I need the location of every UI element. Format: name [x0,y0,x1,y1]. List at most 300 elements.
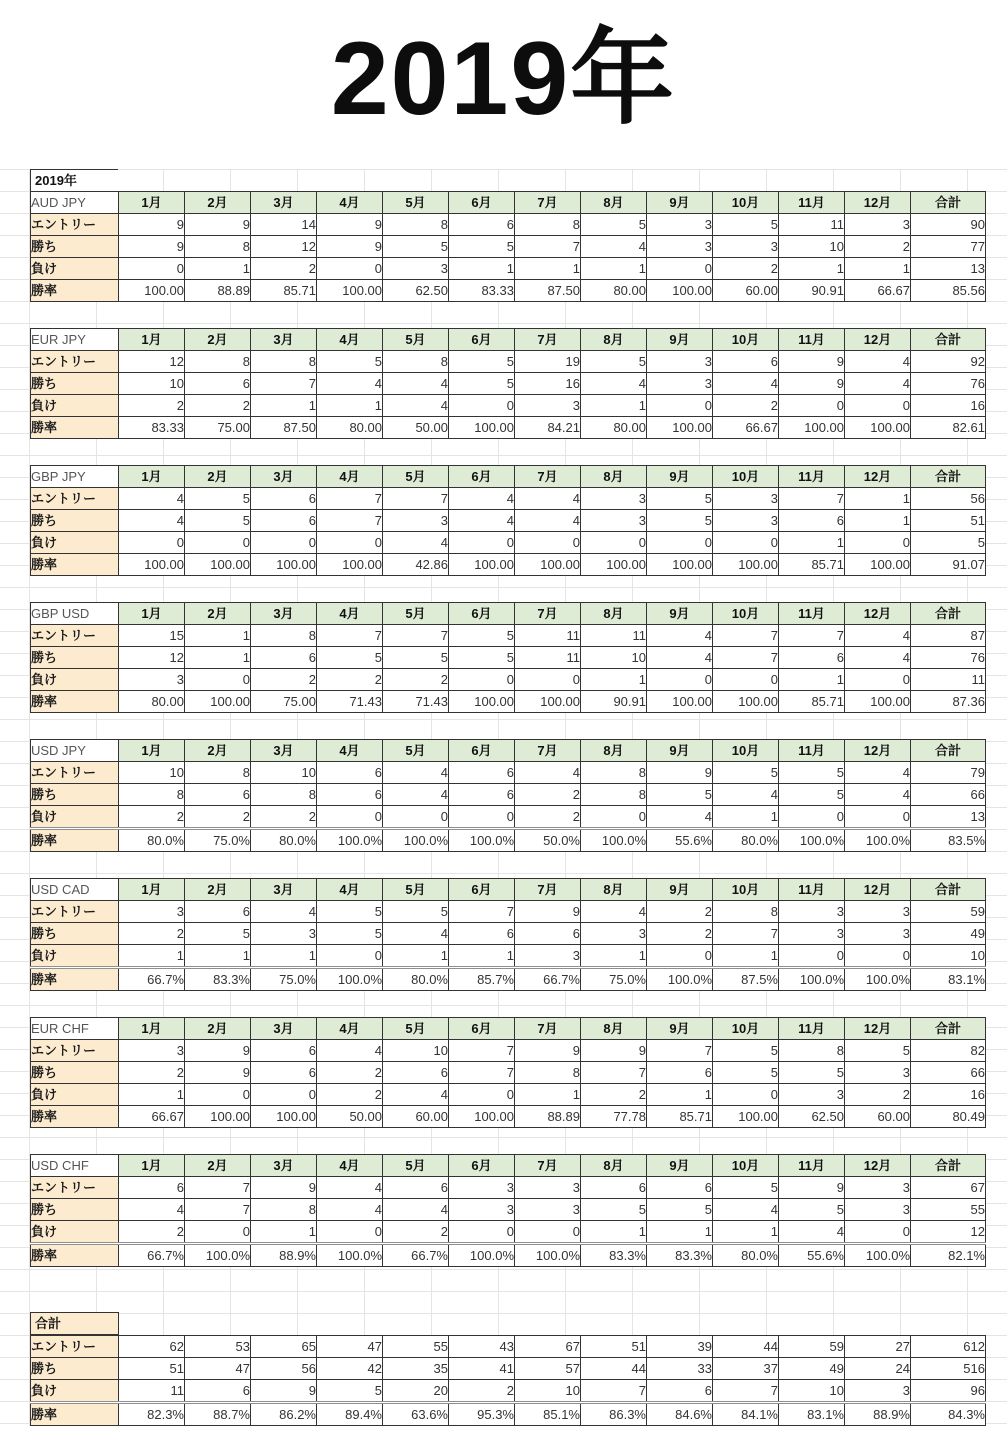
win-value-cell-5[interactable]: 5 [449,647,515,669]
entry-value-cell-1[interactable]: 9 [185,1040,251,1062]
rate-value-cell-11[interactable]: 100.0% [845,829,911,852]
entry-value-cell-12[interactable]: 82 [911,1040,986,1062]
lose-value-cell-6[interactable]: 2 [515,806,581,829]
rate-value-cell-2[interactable]: 100.00 [251,554,317,576]
row-label-cell-rate[interactable]: 勝率 [31,1106,119,1128]
column-header-cell-0[interactable]: 1月 [119,329,185,351]
entry-value-cell-6[interactable]: 9 [515,901,581,923]
win-value-cell-10[interactable]: 5 [779,784,845,806]
row-label-cell-entry[interactable]: エントリー [31,1336,119,1358]
rate-value-cell-7[interactable]: 77.78 [581,1106,647,1128]
row-label-cell-rate[interactable]: 勝率 [31,829,119,852]
lose-value-cell-9[interactable]: 2 [713,395,779,417]
rate-value-cell-7[interactable]: 75.0% [581,968,647,991]
rate-value-cell-0[interactable]: 80.00 [119,691,185,713]
column-header-cell-10[interactable]: 11月 [779,192,845,214]
column-header-cell-12[interactable]: 合計 [911,329,986,351]
entry-value-cell-2[interactable]: 6 [251,1040,317,1062]
column-header-cell-7[interactable]: 8月 [581,740,647,762]
win-value-cell-5[interactable]: 5 [449,236,515,258]
lose-value-cell-1[interactable]: 0 [185,1221,251,1244]
win-value-cell-3[interactable]: 2 [317,1062,383,1084]
column-header-cell-0[interactable]: 1月 [119,1018,185,1040]
lose-value-cell-7[interactable]: 1 [581,395,647,417]
entry-value-cell-5[interactable]: 3 [449,1177,515,1199]
rate-value-cell-10[interactable]: 55.6% [779,1244,845,1267]
rate-value-cell-10[interactable]: 100.00 [779,417,845,439]
entry-value-cell-2[interactable]: 10 [251,762,317,784]
rate-value-cell-0[interactable]: 66.7% [119,1244,185,1267]
column-header-cell-8[interactable]: 9月 [647,603,713,625]
column-header-cell-7[interactable]: 8月 [581,466,647,488]
entry-value-cell-5[interactable]: 5 [449,351,515,373]
win-value-cell-11[interactable]: 4 [845,373,911,395]
win-value-cell-0[interactable]: 2 [119,923,185,945]
entry-value-cell-0[interactable]: 3 [119,1040,185,1062]
rate-value-cell-1[interactable]: 75.0% [185,829,251,852]
column-header-cell-2[interactable]: 3月 [251,1155,317,1177]
rate-value-cell-7[interactable]: 80.00 [581,280,647,302]
win-value-cell-2[interactable]: 3 [251,923,317,945]
row-label-cell-rate[interactable]: 勝率 [31,554,119,576]
row-label-cell-win[interactable]: 勝ち [31,373,119,395]
rate-value-cell-9[interactable]: 100.00 [713,554,779,576]
rate-value-cell-4[interactable]: 60.00 [383,1106,449,1128]
rate-value-cell-8[interactable]: 100.00 [647,280,713,302]
lose-value-cell-12[interactable]: 5 [911,532,986,554]
column-header-cell-7[interactable]: 8月 [581,192,647,214]
win-value-cell-2[interactable]: 8 [251,784,317,806]
lose-value-cell-10[interactable]: 4 [779,1221,845,1244]
rate-value-cell-2[interactable]: 75.0% [251,968,317,991]
win-value-cell-6[interactable]: 8 [515,1062,581,1084]
win-value-cell-6[interactable]: 3 [515,1199,581,1221]
entry-value-cell-11[interactable]: 4 [845,351,911,373]
win-value-cell-4[interactable]: 5 [383,236,449,258]
rate-value-cell-3[interactable]: 100.0% [317,1244,383,1267]
column-header-cell-5[interactable]: 6月 [449,879,515,901]
win-value-cell-12[interactable]: 76 [911,373,986,395]
win-value-cell-9[interactable]: 4 [713,1199,779,1221]
lose-value-cell-11[interactable]: 0 [845,532,911,554]
win-value-cell-4[interactable]: 35 [383,1358,449,1380]
win-value-cell-7[interactable]: 10 [581,647,647,669]
entry-value-cell-7[interactable]: 8 [581,762,647,784]
row-label-cell-lose[interactable]: 負け [31,806,119,829]
lose-value-cell-11[interactable]: 0 [845,669,911,691]
row-label-cell-entry[interactable]: エントリー [31,625,119,647]
rate-value-cell-7[interactable]: 86.3% [581,1403,647,1426]
lose-value-cell-7[interactable]: 0 [581,532,647,554]
entry-value-cell-1[interactable]: 7 [185,1177,251,1199]
column-header-cell-3[interactable]: 4月 [317,466,383,488]
entry-value-cell-7[interactable]: 5 [581,351,647,373]
win-value-cell-3[interactable]: 7 [317,510,383,532]
win-value-cell-1[interactable]: 7 [185,1199,251,1221]
entry-value-cell-5[interactable]: 43 [449,1336,515,1358]
lose-value-cell-3[interactable]: 5 [317,1380,383,1403]
win-value-cell-0[interactable]: 9 [119,236,185,258]
entry-value-cell-11[interactable]: 3 [845,214,911,236]
rate-value-cell-8[interactable]: 100.0% [647,968,713,991]
entry-value-cell-3[interactable]: 5 [317,351,383,373]
win-value-cell-10[interactable]: 6 [779,510,845,532]
column-header-cell-8[interactable]: 9月 [647,466,713,488]
lose-value-cell-8[interactable]: 4 [647,806,713,829]
lose-value-cell-8[interactable]: 0 [647,258,713,280]
rate-value-cell-0[interactable]: 83.33 [119,417,185,439]
win-value-cell-8[interactable]: 2 [647,923,713,945]
rate-value-cell-6[interactable]: 66.7% [515,968,581,991]
column-header-cell-3[interactable]: 4月 [317,740,383,762]
row-label-cell-rate[interactable]: 勝率 [31,968,119,991]
column-header-cell-7[interactable]: 8月 [581,1018,647,1040]
lose-value-cell-12[interactable]: 13 [911,806,986,829]
rate-value-cell-2[interactable]: 100.00 [251,1106,317,1128]
rate-value-cell-3[interactable]: 100.0% [317,829,383,852]
win-value-cell-7[interactable]: 3 [581,510,647,532]
entry-value-cell-4[interactable]: 8 [383,351,449,373]
rate-value-cell-12[interactable]: 85.56 [911,280,986,302]
entry-value-cell-8[interactable]: 5 [647,488,713,510]
entry-value-cell-0[interactable]: 3 [119,901,185,923]
win-value-cell-7[interactable]: 44 [581,1358,647,1380]
entry-value-cell-11[interactable]: 4 [845,762,911,784]
column-header-cell-1[interactable]: 2月 [185,466,251,488]
lose-value-cell-0[interactable]: 3 [119,669,185,691]
rate-value-cell-5[interactable]: 95.3% [449,1403,515,1426]
lose-value-cell-7[interactable]: 1 [581,1221,647,1244]
win-value-cell-9[interactable]: 4 [713,373,779,395]
lose-value-cell-10[interactable]: 0 [779,806,845,829]
column-header-cell-6[interactable]: 7月 [515,879,581,901]
rate-value-cell-10[interactable]: 83.1% [779,1403,845,1426]
rate-value-cell-12[interactable]: 91.07 [911,554,986,576]
lose-value-cell-11[interactable]: 2 [845,1084,911,1106]
currency-pair-cell[interactable]: USD CAD [31,879,119,901]
currency-pair-cell[interactable]: USD CHF [31,1155,119,1177]
rate-value-cell-6[interactable]: 84.21 [515,417,581,439]
column-header-cell-5[interactable]: 6月 [449,1155,515,1177]
rate-value-cell-0[interactable]: 80.0% [119,829,185,852]
rate-value-cell-5[interactable]: 100.00 [449,691,515,713]
rate-value-cell-9[interactable]: 80.0% [713,829,779,852]
rate-value-cell-8[interactable]: 100.00 [647,554,713,576]
rate-value-cell-4[interactable]: 71.43 [383,691,449,713]
rate-value-cell-10[interactable]: 85.71 [779,554,845,576]
column-header-cell-9[interactable]: 10月 [713,329,779,351]
column-header-cell-9[interactable]: 10月 [713,879,779,901]
win-value-cell-11[interactable]: 24 [845,1358,911,1380]
rate-value-cell-11[interactable]: 100.00 [845,691,911,713]
win-value-cell-0[interactable]: 4 [119,1199,185,1221]
entry-value-cell-2[interactable]: 14 [251,214,317,236]
lose-value-cell-9[interactable]: 0 [713,669,779,691]
win-value-cell-8[interactable]: 5 [647,1199,713,1221]
lose-value-cell-12[interactable]: 11 [911,669,986,691]
win-value-cell-5[interactable]: 5 [449,373,515,395]
lose-value-cell-10[interactable]: 0 [779,945,845,968]
lose-value-cell-0[interactable]: 1 [119,945,185,968]
win-value-cell-3[interactable]: 5 [317,647,383,669]
win-value-cell-6[interactable]: 2 [515,784,581,806]
lose-value-cell-5[interactable]: 0 [449,532,515,554]
win-value-cell-10[interactable]: 10 [779,236,845,258]
entry-value-cell-12[interactable]: 87 [911,625,986,647]
entry-value-cell-9[interactable]: 5 [713,762,779,784]
column-header-cell-7[interactable]: 8月 [581,879,647,901]
entry-value-cell-4[interactable]: 7 [383,625,449,647]
lose-value-cell-12[interactable]: 16 [911,1084,986,1106]
entry-value-cell-3[interactable]: 5 [317,901,383,923]
rate-value-cell-1[interactable]: 83.3% [185,968,251,991]
column-header-cell-5[interactable]: 6月 [449,1018,515,1040]
column-header-cell-6[interactable]: 7月 [515,740,581,762]
entry-value-cell-7[interactable]: 11 [581,625,647,647]
row-label-cell-entry[interactable]: エントリー [31,901,119,923]
lose-value-cell-4[interactable]: 2 [383,669,449,691]
entry-value-cell-8[interactable]: 3 [647,214,713,236]
lose-value-cell-9[interactable]: 7 [713,1380,779,1403]
win-value-cell-3[interactable]: 9 [317,236,383,258]
win-value-cell-12[interactable]: 66 [911,1062,986,1084]
currency-pair-cell[interactable]: GBP JPY [31,466,119,488]
entry-value-cell-6[interactable]: 67 [515,1336,581,1358]
lose-value-cell-5[interactable]: 0 [449,1084,515,1106]
lose-value-cell-9[interactable]: 0 [713,532,779,554]
lose-value-cell-10[interactable]: 3 [779,1084,845,1106]
entry-value-cell-11[interactable]: 5 [845,1040,911,1062]
rate-value-cell-9[interactable]: 66.67 [713,417,779,439]
entry-value-cell-2[interactable]: 8 [251,351,317,373]
entry-value-cell-12[interactable]: 67 [911,1177,986,1199]
win-value-cell-6[interactable]: 4 [515,510,581,532]
entry-value-cell-3[interactable]: 9 [317,214,383,236]
entry-value-cell-8[interactable]: 6 [647,1177,713,1199]
win-value-cell-0[interactable]: 51 [119,1358,185,1380]
lose-value-cell-3[interactable]: 1 [317,395,383,417]
win-value-cell-7[interactable]: 4 [581,236,647,258]
rate-value-cell-9[interactable]: 100.00 [713,691,779,713]
column-header-cell-12[interactable]: 合計 [911,879,986,901]
column-header-cell-6[interactable]: 7月 [515,603,581,625]
column-header-cell-0[interactable]: 1月 [119,1155,185,1177]
column-header-cell-6[interactable]: 7月 [515,466,581,488]
lose-value-cell-5[interactable]: 0 [449,806,515,829]
win-value-cell-10[interactable]: 49 [779,1358,845,1380]
rate-value-cell-3[interactable]: 50.00 [317,1106,383,1128]
lose-value-cell-2[interactable]: 1 [251,1221,317,1244]
column-header-cell-9[interactable]: 10月 [713,603,779,625]
lose-value-cell-9[interactable]: 2 [713,258,779,280]
lose-value-cell-4[interactable]: 2 [383,1221,449,1244]
win-value-cell-3[interactable]: 4 [317,1199,383,1221]
rate-value-cell-1[interactable]: 88.89 [185,280,251,302]
rate-value-cell-8[interactable]: 55.6% [647,829,713,852]
win-value-cell-7[interactable]: 5 [581,1199,647,1221]
win-value-cell-2[interactable]: 56 [251,1358,317,1380]
lose-value-cell-7[interactable]: 0 [581,806,647,829]
rate-value-cell-0[interactable]: 66.7% [119,968,185,991]
win-value-cell-6[interactable]: 7 [515,236,581,258]
rate-value-cell-7[interactable]: 80.00 [581,417,647,439]
win-value-cell-8[interactable]: 6 [647,1062,713,1084]
row-label-cell-win[interactable]: 勝ち [31,1062,119,1084]
lose-value-cell-10[interactable]: 1 [779,258,845,280]
entry-value-cell-11[interactable]: 27 [845,1336,911,1358]
entry-value-cell-2[interactable]: 4 [251,901,317,923]
win-value-cell-9[interactable]: 7 [713,647,779,669]
rate-value-cell-8[interactable]: 85.71 [647,1106,713,1128]
win-value-cell-8[interactable]: 5 [647,784,713,806]
column-header-cell-0[interactable]: 1月 [119,466,185,488]
lose-value-cell-2[interactable]: 2 [251,669,317,691]
column-header-cell-2[interactable]: 3月 [251,1018,317,1040]
row-label-cell-win[interactable]: 勝ち [31,236,119,258]
row-label-cell-win[interactable]: 勝ち [31,784,119,806]
entry-value-cell-9[interactable]: 5 [713,1040,779,1062]
lose-value-cell-11[interactable]: 0 [845,806,911,829]
rate-value-cell-3[interactable]: 100.00 [317,554,383,576]
win-value-cell-3[interactable]: 4 [317,373,383,395]
win-value-cell-3[interactable]: 5 [317,923,383,945]
entry-value-cell-10[interactable]: 5 [779,762,845,784]
entry-value-cell-1[interactable]: 6 [185,901,251,923]
rate-value-cell-10[interactable]: 62.50 [779,1106,845,1128]
rate-value-cell-1[interactable]: 100.00 [185,1106,251,1128]
win-value-cell-1[interactable]: 5 [185,923,251,945]
rate-value-cell-11[interactable]: 66.67 [845,280,911,302]
lose-value-cell-3[interactable]: 0 [317,1221,383,1244]
column-header-cell-2[interactable]: 3月 [251,192,317,214]
entry-value-cell-6[interactable]: 3 [515,1177,581,1199]
rate-value-cell-2[interactable]: 87.50 [251,417,317,439]
win-value-cell-10[interactable]: 9 [779,373,845,395]
rate-value-cell-6[interactable]: 100.0% [515,1244,581,1267]
entry-value-cell-5[interactable]: 7 [449,901,515,923]
column-header-cell-4[interactable]: 5月 [383,879,449,901]
win-value-cell-4[interactable]: 6 [383,1062,449,1084]
column-header-cell-5[interactable]: 6月 [449,192,515,214]
lose-value-cell-3[interactable]: 2 [317,1084,383,1106]
rate-value-cell-7[interactable]: 90.91 [581,691,647,713]
rate-value-cell-2[interactable]: 75.00 [251,691,317,713]
lose-value-cell-12[interactable]: 12 [911,1221,986,1244]
lose-value-cell-4[interactable]: 0 [383,806,449,829]
column-header-cell-11[interactable]: 12月 [845,329,911,351]
rate-value-cell-12[interactable]: 82.61 [911,417,986,439]
lose-value-cell-9[interactable]: 1 [713,806,779,829]
lose-value-cell-12[interactable]: 10 [911,945,986,968]
rate-value-cell-5[interactable]: 100.00 [449,554,515,576]
column-header-cell-11[interactable]: 12月 [845,879,911,901]
entry-value-cell-10[interactable]: 7 [779,488,845,510]
lose-value-cell-5[interactable]: 1 [449,258,515,280]
row-label-cell-lose[interactable]: 負け [31,532,119,554]
row-label-cell-rate[interactable]: 勝率 [31,417,119,439]
win-value-cell-2[interactable]: 6 [251,1062,317,1084]
rate-value-cell-8[interactable]: 84.6% [647,1403,713,1426]
column-header-cell-4[interactable]: 5月 [383,603,449,625]
column-header-cell-0[interactable]: 1月 [119,879,185,901]
lose-value-cell-6[interactable]: 0 [515,669,581,691]
entry-value-cell-11[interactable]: 3 [845,901,911,923]
lose-value-cell-3[interactable]: 2 [317,669,383,691]
rate-value-cell-4[interactable]: 50.00 [383,417,449,439]
win-value-cell-12[interactable]: 66 [911,784,986,806]
win-value-cell-5[interactable]: 7 [449,1062,515,1084]
entry-value-cell-8[interactable]: 4 [647,625,713,647]
entry-value-cell-5[interactable]: 7 [449,1040,515,1062]
lose-value-cell-10[interactable]: 1 [779,669,845,691]
win-value-cell-8[interactable]: 3 [647,236,713,258]
rate-value-cell-1[interactable]: 88.7% [185,1403,251,1426]
lose-value-cell-6[interactable]: 3 [515,395,581,417]
entry-value-cell-8[interactable]: 39 [647,1336,713,1358]
column-header-cell-4[interactable]: 5月 [383,329,449,351]
entry-value-cell-5[interactable]: 4 [449,488,515,510]
row-label-cell-lose[interactable]: 負け [31,1380,119,1403]
entry-value-cell-6[interactable]: 8 [515,214,581,236]
entry-value-cell-0[interactable]: 9 [119,214,185,236]
entry-value-cell-6[interactable]: 11 [515,625,581,647]
lose-value-cell-10[interactable]: 0 [779,395,845,417]
column-header-cell-10[interactable]: 11月 [779,603,845,625]
column-header-cell-10[interactable]: 11月 [779,740,845,762]
lose-value-cell-1[interactable]: 0 [185,1084,251,1106]
lose-value-cell-1[interactable]: 0 [185,669,251,691]
entry-value-cell-11[interactable]: 4 [845,625,911,647]
lose-value-cell-4[interactable]: 4 [383,532,449,554]
rate-value-cell-2[interactable]: 85.71 [251,280,317,302]
lose-value-cell-2[interactable]: 1 [251,395,317,417]
currency-pair-cell[interactable]: EUR CHF [31,1018,119,1040]
column-header-cell-0[interactable]: 1月 [119,192,185,214]
entry-value-cell-4[interactable]: 7 [383,488,449,510]
rate-value-cell-11[interactable]: 100.0% [845,968,911,991]
lose-value-cell-4[interactable]: 3 [383,258,449,280]
rate-value-cell-5[interactable]: 100.0% [449,829,515,852]
column-header-cell-8[interactable]: 9月 [647,1155,713,1177]
entry-value-cell-4[interactable]: 10 [383,1040,449,1062]
lose-value-cell-0[interactable]: 11 [119,1380,185,1403]
lose-value-cell-0[interactable]: 2 [119,806,185,829]
row-label-cell-entry[interactable]: エントリー [31,214,119,236]
entry-value-cell-10[interactable]: 7 [779,625,845,647]
lose-value-cell-5[interactable]: 2 [449,1380,515,1403]
sheet-year-label-cell[interactable]: 2019年 [30,169,118,191]
win-value-cell-8[interactable]: 3 [647,373,713,395]
lose-value-cell-1[interactable]: 1 [185,258,251,280]
column-header-cell-2[interactable]: 3月 [251,466,317,488]
row-label-cell-win[interactable]: 勝ち [31,1199,119,1221]
entry-value-cell-4[interactable]: 8 [383,214,449,236]
rate-value-cell-0[interactable]: 100.00 [119,280,185,302]
entry-value-cell-4[interactable]: 5 [383,901,449,923]
win-value-cell-1[interactable]: 9 [185,1062,251,1084]
lose-value-cell-3[interactable]: 0 [317,806,383,829]
row-label-cell-lose[interactable]: 負け [31,1221,119,1244]
entry-value-cell-6[interactable]: 4 [515,762,581,784]
win-value-cell-8[interactable]: 5 [647,510,713,532]
column-header-cell-1[interactable]: 2月 [185,740,251,762]
row-label-cell-lose[interactable]: 負け [31,669,119,691]
lose-value-cell-10[interactable]: 1 [779,532,845,554]
entry-value-cell-10[interactable]: 59 [779,1336,845,1358]
row-label-cell-lose[interactable]: 負け [31,395,119,417]
lose-value-cell-11[interactable]: 0 [845,395,911,417]
rate-value-cell-1[interactable]: 100.00 [185,554,251,576]
